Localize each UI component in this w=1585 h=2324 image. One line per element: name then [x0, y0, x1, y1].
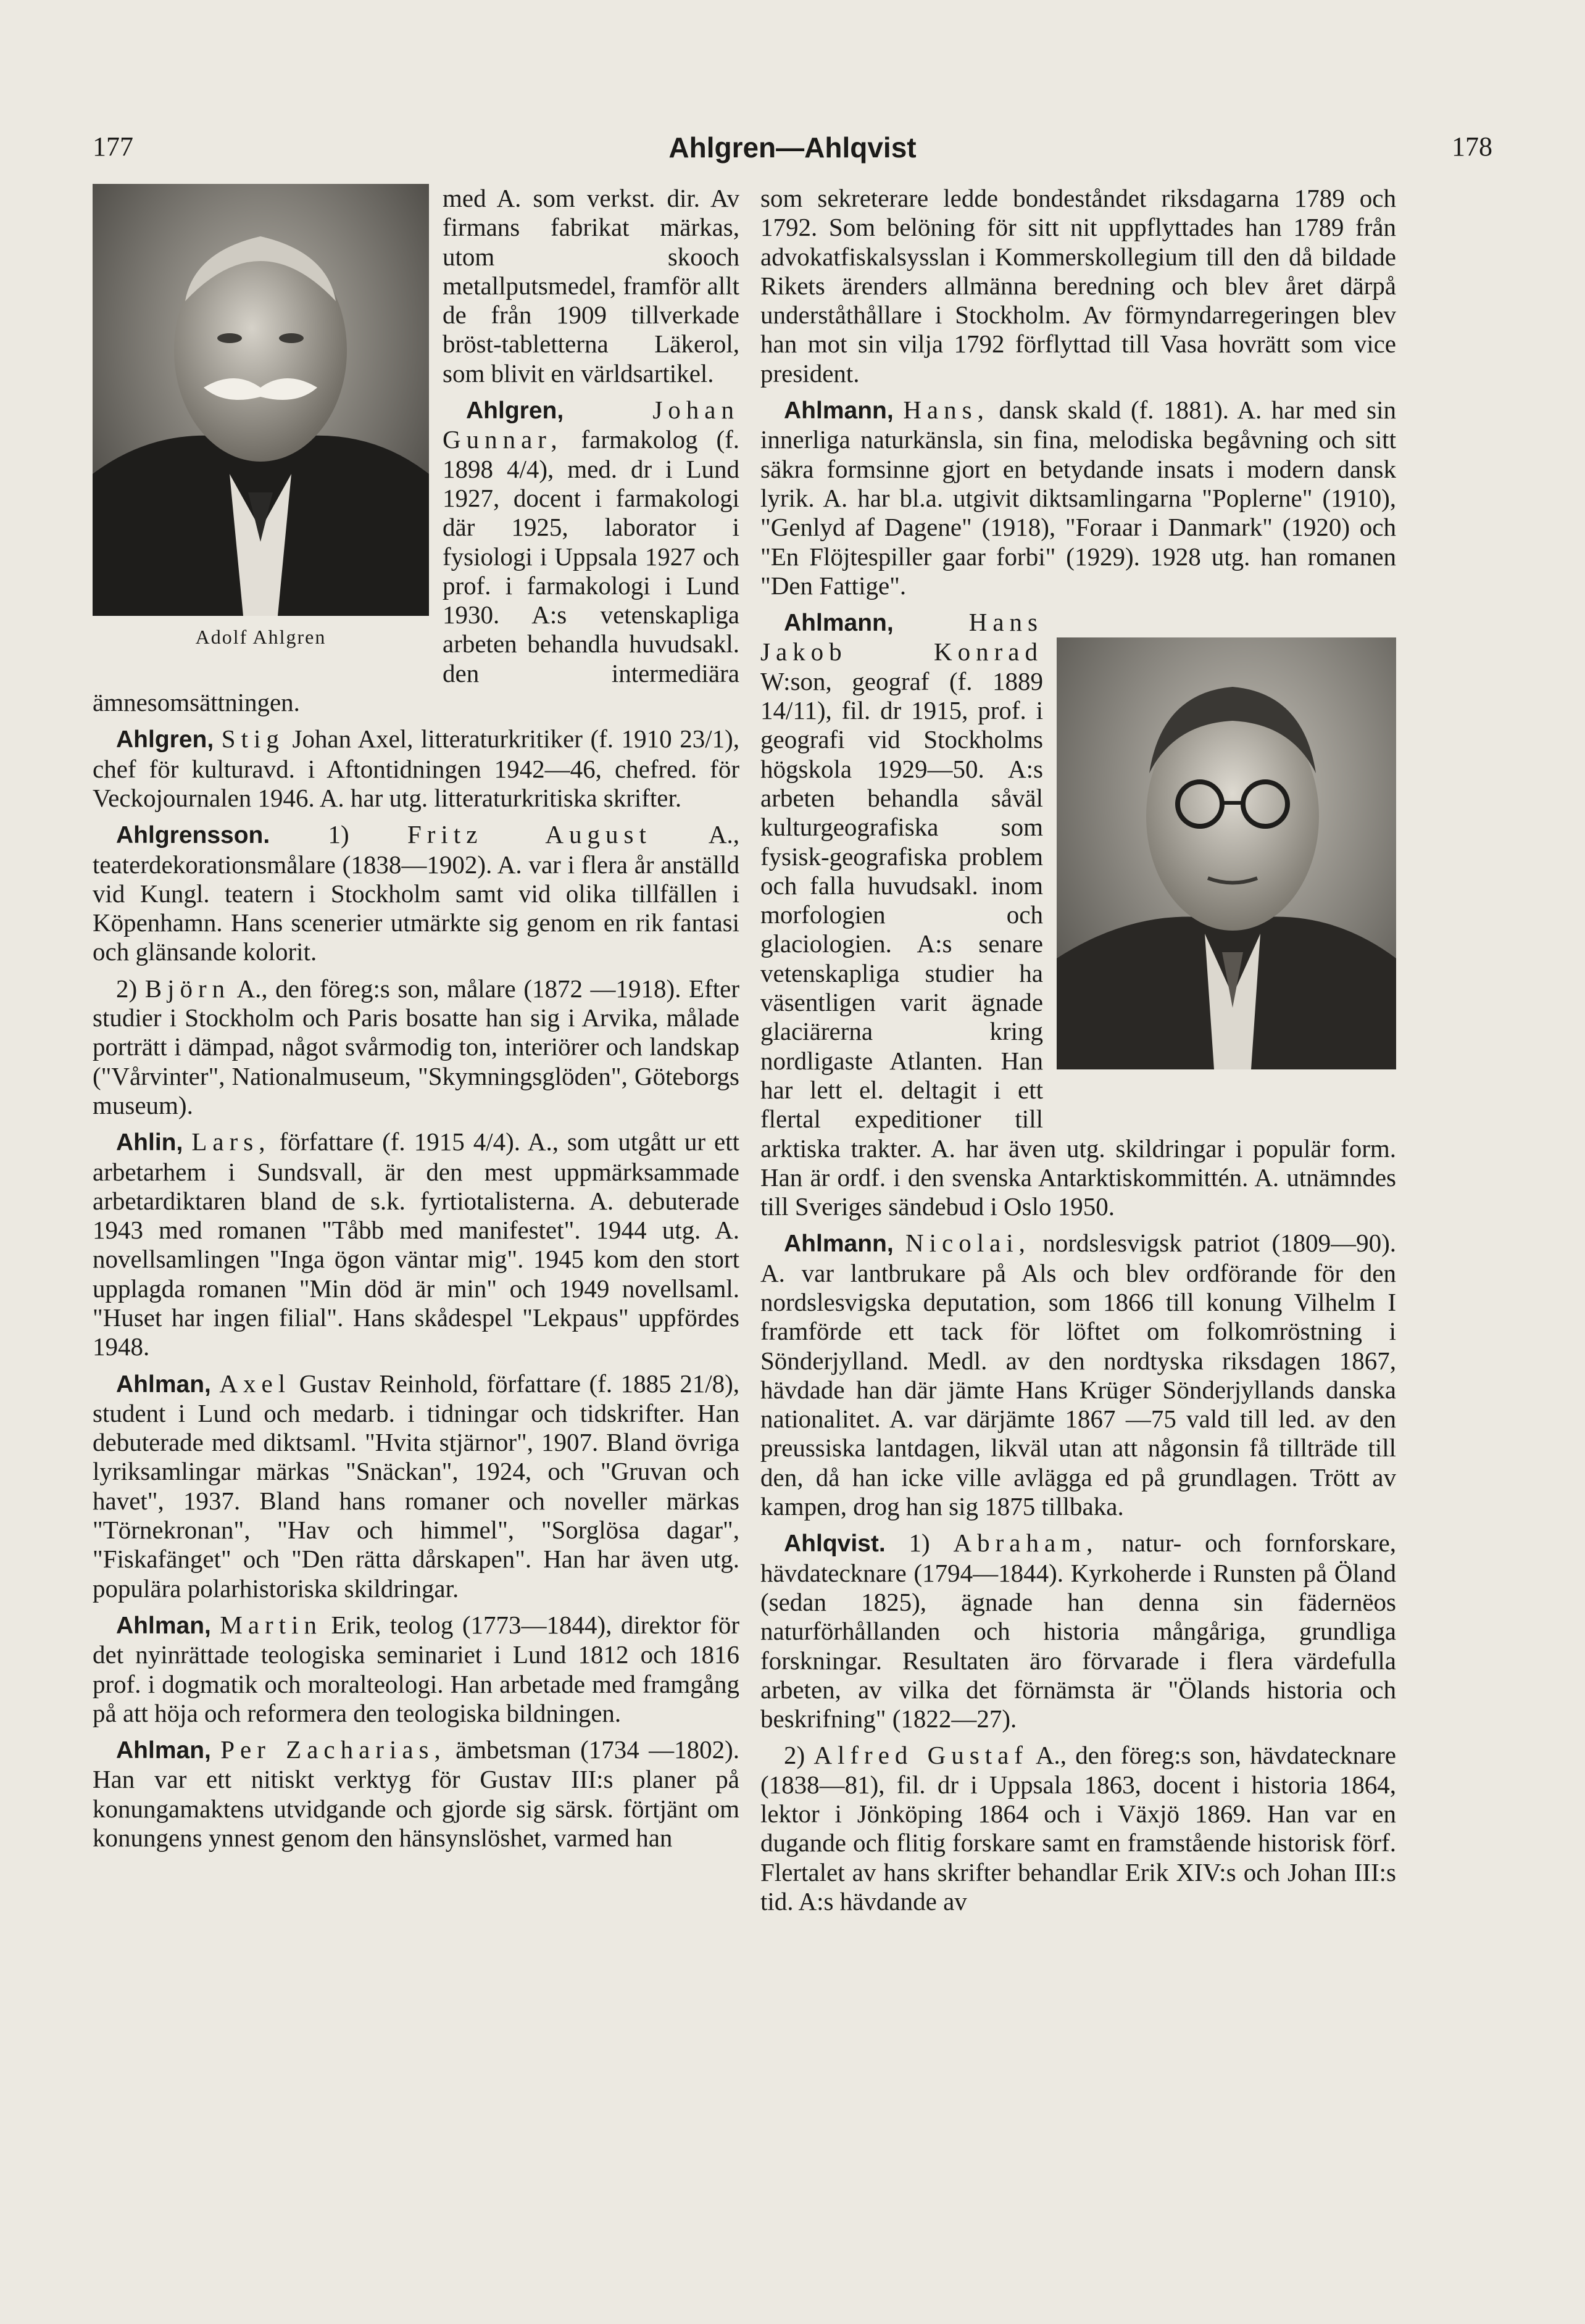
right-column — [760, 184, 1396, 2183]
photo-caption: Adolf Ahlgren — [195, 626, 327, 648]
entry-ahlmann-hans: Ahlmann, Hans, dansk skald (f. 1881). A. har med sin innerliga naturkänsla, sin fina, melodiska begåvning och sitt säkra formsinne gjort en betydande insats i modern dansk lyrik. A. har bl.a. utgivit diktsamlingarna "Poplerne" (1910), "Genlyd af Dagene" (1918), "Foraar i Danmark" (1920) och "En Flöjtespiller gaar forbi" (1929). 1928 utg. han romanen "Den Fattige". — [760, 396, 1396, 600]
entry-headword: Ahlin, — [116, 1129, 183, 1156]
entry-ahlmann-hans-jakob: Ahlmann, Hans Jakob Konrad W:son, geograf (f. 1889 14/11), fil. dr 1915, prof. i geografi vid Stockholms högskola 1929—50. A:s arbeten behandla såväl kulturgeografiska som fysisk-geografiska problem och falla huvudsakl. inom morfologien och glaciologien. A:s senare vetenskapliga studier ha väsentligen varit ägnade glaciärerna kring nordligaste Atlanten. Han har lett el. deltagit i ett flertal expeditioner till arktiska trakter. A. har även utg. skildringar i populär form. Han är ordf. i den svenska Antarktiskommittén. A. utnämndes till Sveriges sändebud i Oslo 1950. — [760, 608, 1396, 1221]
entry-ahlmann-nicolai: Ahlmann, Nicolai, nordslesvigsk patriot (1809—90). A. var lantbrukare på Als och blev ordförande för den nordslesvigska deputation, som 1866 till konung Vilhelm I framförde ett tack för löftet om folkomröstning i Sönderjylland. Medl. av den nordtyska riksdagen 1867, hävdade han där jämte Hans Krüger Sönderjyllands danska nationalitet. A. var därjämte 1867 —75 vald till led. av den preussiska lantdagen, likväl utan att någonsin få tillträde till den, då han icke ville avlägga ed på grundlagen. Trött av kampen, drog han sig 1875 tillbaka. — [760, 1229, 1396, 1521]
entry-headword: Ahlman, — [116, 1371, 211, 1398]
entry-ahlgren-johan-gunnar: Ahlgren, Johan Gunnar, farmakolog (f. 1898 4/4), med. dr i Lund 1927, docent i farmakologi där 1925, laborator i fysiologi i Uppsala 1927 och prof. i farmakologi i Lund 1930. A:s vetenskapliga arbeten behandla huvudsakl. den intermediära ämnesomsättningen. — [93, 396, 739, 717]
running-title: Ahlgren—Ahlqvist — [668, 131, 917, 164]
portrait-figure-left — [93, 184, 429, 662]
entry-ahlman-per: Ahlman, Per Zacharias, ämbetsman (1734 —1802). Han var ett nitiskt verktyg för Gustav III:s planer på konungamaktens utvidgande och gjorde sig särsk. förtjänt om konungens ynnest genom den hänsynslöshet, varmed han — [93, 1735, 739, 1853]
entry-ahlgren-stig: Ahlgren, Stig Johan Axel, litteraturkritiker (f. 1910 23/1), chef för kulturavd. i Aftontidningen 1942—46, chefred. för Veckojournalen 1946. A. har utg. litteraturkritiska skrifter. — [93, 724, 739, 812]
entry-headword: Ahlgren, — [466, 397, 564, 425]
entry-headword: Ahlgren, — [116, 726, 214, 753]
portrait-figure-right — [1057, 637, 1396, 1113]
entry-ahlqvist-abraham: Ahlqvist. 1) Abraham, natur- och fornforskare, hävdatecknare (1794—1844). Kyrkoherde i Runsten på Öland (sedan 1825), ägnade han denna sin fädernëos naturförhållanden och historia mångåriga, grundliga forskningar. Resultaten äro förvarade i flera värdefulla arbeten, av vilka det förnämsta är "Ölands historia och beskrifning" (1822—27). — [760, 1529, 1396, 1733]
entry-headword: Ahlmann, — [784, 610, 894, 637]
left-column — [93, 184, 739, 2183]
entry-headword: Ahlman, — [116, 1737, 211, 1764]
entry-headword: Ahlman, — [116, 1612, 211, 1639]
page-number-right: 178 — [1452, 131, 1492, 162]
entry-headword: Ahlmann, — [784, 397, 894, 425]
entry-headword: Ahlmann, — [784, 1230, 894, 1258]
portrait-photo-icon — [1057, 637, 1396, 1069]
entry-ahlman-martin: Ahlman, Martin Erik, teolog (1773—1844), direktor för det nyinrättade teologiska seminariet i Lund 1812 och 1816 prof. i dogmatik och moralteologi. Han arbetade med framgång på att höja och reformera den teologiska bildningen. — [93, 1610, 739, 1727]
page-number-left: 177 — [93, 131, 133, 162]
entry-ahlman-axel: Ahlman, Axel Gustav Reinhold, författare (f. 1885 21/8), student i Lund och medarb. i tidningar och tidskrifter. Han debuterade med diktsaml. "Hvita stjärnor", 1907. Bland övriga lyriksamlingar märkas "Snäckan", 1924, och "Gruvan och havet", 1937. Bland hans romaner och noveller märkas "Törnekronan", "Hav och himmel", "Sorglösa dagar", "Fiskafänget" och "Den rätta dårskapen". Han har även utg. populära polarhistoriska skildringar. — [93, 1369, 739, 1603]
entry-ahlin-lars: Ahlin, Lars, författare (f. 1915 4/4). A., som utgått ur ett arbetarhem i Sundsvall, är den mest uppmärksammade arbetardiktaren bland de s.k. fyrtiotalisterna. A. debuterade 1943 med romanen "Tåbb med manifestet". 1944 utg. A. novellsamlingen "Inga ögon väntar mig". 1945 kom den stort upplagda romanen "Min död är min" och 1949 novellsaml. "Huset har ingen filial". Hans skådespel "Lekpaus" uppfördes 1948. — [93, 1127, 739, 1361]
entry-paragraph: som sekreterare ledde bondeståndet riksdagarna 1789 och 1792. Som belöning för sitt nit uppflyttades han 1789 från advokatfiskalsysslan i Kommerskollegium till den då bildade Rikets ärenders allmänna beredning och blev året därpå underståthållare i Stockholm. Av förmyndarregeringen blev han mot sin vilja 1792 förflyttad till Vasa hovrätt som vice president. — [760, 184, 1396, 388]
entry-paragraph: med A. som verkst. dir. Av firmans fabrikat märkas, utom skooch metallputsmedel, framför allt de från 1909 tillverkade bröst-tabletterna Läkerol, som blivit en världsartikel. — [443, 184, 739, 388]
entry-headword: Ahlgrensson. — [116, 822, 270, 849]
entry-ahlgrensson-fritz: Ahlgrensson. 1) Fritz August A., teaterdekorationsmålare (1838—1902). A. var i flera år anställd vid Kungl. teatern i Stockholm samt vid olika tillfällen i Köpenhamn. Hans scenerier utmärkte sig genom en rik fantasi och glänsande kolorit. — [93, 820, 739, 966]
entry-headword: Ahlqvist. — [784, 1530, 886, 1558]
entry-ahlqvist-alfred: 2) Alfred Gustaf A., den föreg:s son, hävdatecknare (1838—81), fil. dr i Uppsala 1863, docent i historia 1864, lektor i Jönköping 1864 och i Växjö 1869. Han var en dugande och flitig forskare samt en framstående historisk förf. Flertalet av hans skrifter behandlar Erik XIV:s och Johan III:s tid. A:s hävdande av — [760, 1741, 1396, 1915]
entry-ahlgrensson-bjorn: 2) Björn A., den föreg:s son, målare (1872 —1918). Efter studier i Stockholm och Paris bosatte han sig i Arvika, målade porträtt i dämpad, något svårmodig ton, interiörer och landskap ("Vårvinter", Nationalmuseum, "Skymningsglöden", Göteborgs museum). — [93, 974, 739, 1119]
portrait-photo-icon — [93, 184, 429, 616]
